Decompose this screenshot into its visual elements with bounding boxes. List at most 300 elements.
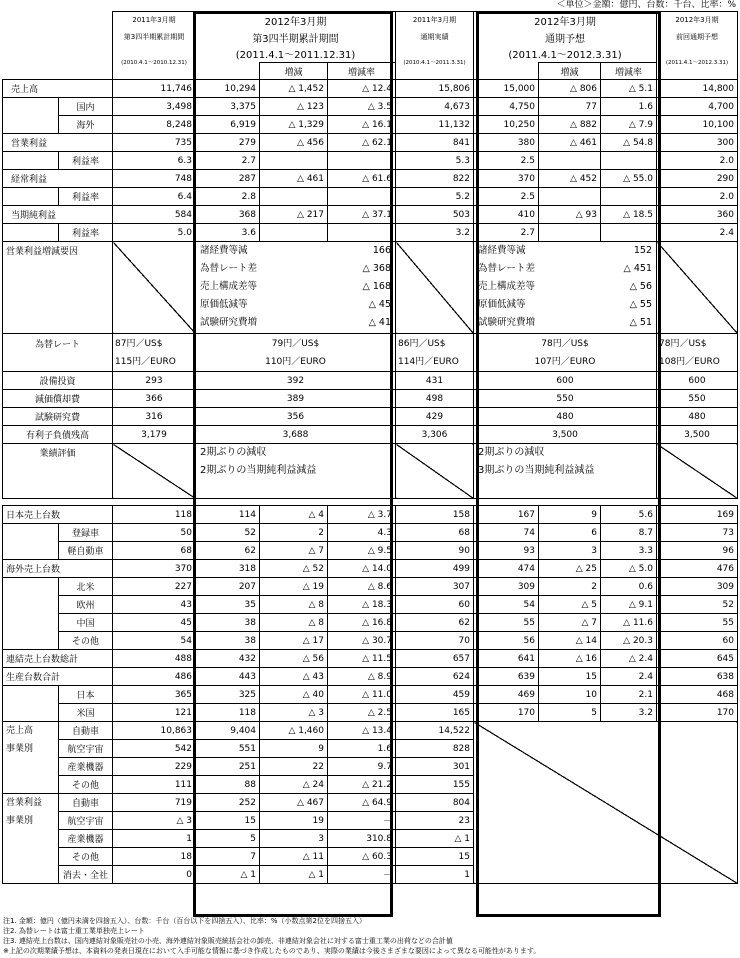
units-row xyxy=(3,506,738,524)
factor-value: △ 368 xyxy=(362,263,391,274)
header-fy-fcst-period: 2012年3月期 xyxy=(474,12,657,29)
value-cell: 1.6 xyxy=(601,98,657,116)
spacer-row xyxy=(3,499,738,506)
value-cell: 90 xyxy=(396,542,474,560)
value-cell: 287 xyxy=(196,170,260,188)
other-label: 減価償却費 xyxy=(3,390,113,408)
other-value: 293 xyxy=(113,372,196,390)
sublabel-cell: 日本 xyxy=(59,686,113,704)
label-indent xyxy=(3,704,59,722)
factor-name: 売上構成差等 xyxy=(478,281,536,292)
segment-op-label-2: 事業別 xyxy=(6,816,34,826)
value-cell: 310.8 xyxy=(328,830,396,848)
value-cell: 370 xyxy=(113,560,196,578)
other-value: 550 xyxy=(657,390,738,408)
header-fy-prevfcst-period: 2012年3月期 xyxy=(657,12,738,29)
value-cell: 6.3 xyxy=(113,152,196,170)
evaluation-prevfcst-slash xyxy=(657,444,738,499)
value-cell: 639 xyxy=(474,668,539,686)
value-cell: 3 xyxy=(260,830,328,848)
value-cell: △ 55.0 xyxy=(601,170,657,188)
fx-label: 為替レート xyxy=(3,334,113,372)
value-cell: 657 xyxy=(396,650,474,668)
factor-item xyxy=(196,314,395,332)
value-cell: 22 xyxy=(260,758,328,776)
value-cell: 2.8 xyxy=(196,188,260,206)
factor-item xyxy=(474,278,656,296)
other-value: 3,688 xyxy=(196,426,396,444)
sublabel-cell: 登録車 xyxy=(59,524,113,542)
value-cell: 468 xyxy=(657,686,738,704)
value-cell: 804 xyxy=(396,794,474,812)
value-cell: 73 xyxy=(657,524,738,542)
segment-sublabel: 自動車 xyxy=(59,722,113,740)
value-cell: 2.7 xyxy=(474,224,539,242)
sublabel-cell: 海外 xyxy=(59,116,113,134)
factor-name: 諸経費等減 xyxy=(200,245,248,256)
value-cell xyxy=(601,188,657,206)
value-cell: △ 467 xyxy=(260,794,328,812)
header-q3-curr-title: 第3四半期累計期間 xyxy=(196,29,396,46)
value-cell: 55 xyxy=(474,614,539,632)
value-cell: 2.0 xyxy=(657,152,738,170)
fx-cell-fy-fcst xyxy=(474,334,657,372)
value-cell: 380 xyxy=(474,134,539,152)
value-cell: 35 xyxy=(196,596,260,614)
value-cell: 229 xyxy=(113,758,196,776)
value-cell: 432 xyxy=(196,650,260,668)
value-cell: △ 9.5 xyxy=(328,542,396,560)
financial-row xyxy=(3,134,738,152)
units-label: 日本売上台数 xyxy=(3,506,113,524)
value-cell: △ 11 xyxy=(260,848,328,866)
factor-name: 為替レート差 xyxy=(200,263,258,274)
value-cell: △ 43 xyxy=(260,668,328,686)
other-value: 366 xyxy=(113,390,196,408)
fx-usd: 78円／US$ xyxy=(659,338,707,349)
value-cell: △ 1,329 xyxy=(260,116,328,134)
value-cell: 360 xyxy=(657,206,738,224)
value-cell: 118 xyxy=(196,704,260,722)
value-cell: 301 xyxy=(396,758,474,776)
financial-row xyxy=(3,80,738,98)
value-cell: △ 18.5 xyxy=(601,206,657,224)
production-label: 生産台数合計 xyxy=(3,668,113,686)
header-q3-prev-range: (2010.4.1～2010.12.31) xyxy=(113,46,196,80)
value-cell: 503 xyxy=(396,206,474,224)
segment-sales-label-1: 売上高 xyxy=(6,726,34,736)
other-value: 3,306 xyxy=(396,426,474,444)
value-cell: 748 xyxy=(113,170,196,188)
factor-value: 152 xyxy=(633,245,652,256)
value-cell: 488 xyxy=(113,650,196,668)
fx-euro: 107円／EURO xyxy=(534,356,596,367)
value-cell: △ 8 xyxy=(260,596,328,614)
header-q3-curr-period: 2012年3月期 xyxy=(196,12,396,29)
value-cell: 167 xyxy=(474,506,539,524)
production-row xyxy=(3,686,738,704)
financial-row xyxy=(3,152,738,170)
segment-op-label xyxy=(3,794,59,884)
other-row xyxy=(3,390,738,408)
value-cell: 0.6 xyxy=(601,578,657,596)
value-cell xyxy=(601,152,657,170)
value-cell: 7 xyxy=(196,848,260,866)
sublabel-cell: 中国 xyxy=(59,614,113,632)
value-cell: 54 xyxy=(113,632,196,650)
evaluation-q3-prev-slash xyxy=(113,444,196,499)
segment-sales-label xyxy=(3,722,59,794)
value-cell: △ 14.0 xyxy=(328,560,396,578)
value-cell: 1.6 xyxy=(328,740,396,758)
value-cell: △ 1 xyxy=(260,866,328,884)
fx-cell-fy-prevfcst xyxy=(657,334,738,372)
value-cell: 9 xyxy=(260,740,328,758)
value-cell: △ 3.7 xyxy=(328,506,396,524)
value-cell: 45 xyxy=(113,614,196,632)
factor-name: 試験研究費増 xyxy=(200,317,258,328)
value-cell: △ 11.5 xyxy=(328,650,396,668)
factor-value: △ 451 xyxy=(623,263,652,274)
spacer xyxy=(3,499,738,506)
segment-sublabel: 産業機器 xyxy=(59,758,113,776)
value-cell: 279 xyxy=(196,134,260,152)
value-cell xyxy=(260,224,328,242)
value-cell xyxy=(601,224,657,242)
header-q3-diff: 増減 xyxy=(260,63,328,80)
value-cell: △ 452 xyxy=(539,170,601,188)
financial-row xyxy=(3,98,738,116)
value-cell: 23 xyxy=(396,812,474,830)
value-cell: △ 7 xyxy=(539,614,601,632)
value-cell: 638 xyxy=(657,668,738,686)
value-cell: △ 9.1 xyxy=(601,596,657,614)
units-row xyxy=(3,614,738,632)
fx-usd: 87円／US$ xyxy=(115,338,163,349)
value-cell: △ 16.1 xyxy=(328,116,396,134)
value-cell xyxy=(539,224,601,242)
factor-name: 売上構成差等 xyxy=(200,281,258,292)
value-cell: △ 461 xyxy=(260,170,328,188)
header-fy-prev-range: (2010.4.1～2011.3.31) xyxy=(396,46,474,80)
fx-euro: 115円／EURO xyxy=(115,356,176,367)
value-cell: 1 xyxy=(396,866,474,884)
factor-name: 原価低減等 xyxy=(478,299,526,310)
value-cell: △ 24 xyxy=(260,776,328,794)
other-value: 3,500 xyxy=(657,426,738,444)
value-cell: △ 456 xyxy=(260,134,328,152)
factor-name: 為替レート差 xyxy=(478,263,536,274)
value-cell: △ 3 xyxy=(260,704,328,722)
value-cell: 14,800 xyxy=(657,80,738,98)
value-cell: △ 8 xyxy=(260,614,328,632)
value-cell: 2 xyxy=(539,578,601,596)
value-cell: 3,498 xyxy=(113,98,196,116)
header-fy-fcst-title: 通期予想 xyxy=(474,29,657,46)
value-cell: △ 93 xyxy=(539,206,601,224)
other-value: 550 xyxy=(474,390,657,408)
segment-sublabel: その他 xyxy=(59,848,113,866)
other-label: 設備投資 xyxy=(3,372,113,390)
value-cell: 169 xyxy=(657,506,738,524)
value-cell: △ 25 xyxy=(539,560,601,578)
value-cell xyxy=(539,152,601,170)
header-fy-prevfcst-range: (2011.4.1～2012.3.31) xyxy=(657,46,738,80)
value-cell: 207 xyxy=(196,578,260,596)
value-cell: △ 11.6 xyxy=(601,614,657,632)
other-value: 429 xyxy=(396,408,474,426)
value-cell: 227 xyxy=(113,578,196,596)
financial-label: 売上高 xyxy=(3,80,113,98)
factor-item xyxy=(196,278,395,296)
label-indent xyxy=(3,632,59,650)
fx-stack xyxy=(396,335,473,371)
value-cell: 469 xyxy=(474,686,539,704)
sublabel-cell: 米国 xyxy=(59,704,113,722)
value-cell: 74 xyxy=(474,524,539,542)
value-cell: 645 xyxy=(657,650,738,668)
factor-value: △ 41 xyxy=(368,317,391,328)
value-cell: 14,522 xyxy=(396,722,474,740)
other-row xyxy=(3,372,738,390)
value-cell: △ 3 xyxy=(113,812,196,830)
other-value: 316 xyxy=(113,408,196,426)
factor-item xyxy=(196,260,395,278)
value-cell: 290 xyxy=(657,170,738,188)
label-indent xyxy=(3,224,59,242)
value-cell: △ 20.3 xyxy=(601,632,657,650)
value-cell: △ 882 xyxy=(539,116,601,134)
value-cell: 735 xyxy=(113,134,196,152)
value-cell: 2.4 xyxy=(601,668,657,686)
value-cell: △ 123 xyxy=(260,98,328,116)
value-cell: 2.7 xyxy=(196,152,260,170)
value-cell: △ 16.8 xyxy=(328,614,396,632)
other-row xyxy=(3,408,738,426)
segment-sublabel: 産業機器 xyxy=(59,830,113,848)
value-cell: 365 xyxy=(113,686,196,704)
header-q3-curr-spacer xyxy=(196,63,260,80)
financial-row xyxy=(3,188,738,206)
value-cell: 2.1 xyxy=(601,686,657,704)
value-cell: △ 56 xyxy=(260,650,328,668)
value-cell xyxy=(328,188,396,206)
table-body xyxy=(3,12,738,884)
value-cell: 4,673 xyxy=(396,98,474,116)
factor-name: 諸経費等減 xyxy=(478,245,526,256)
value-cell: 15 xyxy=(396,848,474,866)
fx-usd: 78円／US$ xyxy=(541,338,589,349)
value-cell: 2.5 xyxy=(474,188,539,206)
value-cell: 15,000 xyxy=(474,80,539,98)
value-cell: 10 xyxy=(539,686,601,704)
value-cell: △ 5.1 xyxy=(601,80,657,98)
header-q3-prev-title: 第3四半期累計期間 xyxy=(113,29,196,46)
value-cell: △ 60.3 xyxy=(328,848,396,866)
value-cell: △ 4 xyxy=(260,506,328,524)
sublabel-cell: 欧州 xyxy=(59,596,113,614)
header-q3-rate: 増減率 xyxy=(328,63,396,80)
value-cell: 8.7 xyxy=(601,524,657,542)
factor-q3-prev-slash xyxy=(113,242,196,334)
value-cell: 307 xyxy=(396,578,474,596)
sublabel-cell: 利益率 xyxy=(59,152,113,170)
segment-sublabel: 航空宇宙 xyxy=(59,740,113,758)
header-fy-prev-title: 通期実績 xyxy=(396,29,474,46)
value-cell: 459 xyxy=(396,686,474,704)
other-value: 356 xyxy=(196,408,396,426)
value-cell: △ 1,452 xyxy=(260,80,328,98)
evaluation-item: 2期ぶりの減収 xyxy=(478,447,545,458)
fx-euro: 108円／EURO xyxy=(659,356,720,367)
value-cell: △ 2.4 xyxy=(601,650,657,668)
value-cell: 443 xyxy=(196,668,260,686)
header-fy-diff: 増減 xyxy=(539,63,601,80)
value-cell: 3.2 xyxy=(601,704,657,722)
units-row xyxy=(3,560,738,578)
production-row xyxy=(3,704,738,722)
value-cell: 822 xyxy=(396,170,474,188)
value-cell: 121 xyxy=(113,704,196,722)
value-cell: △ 16 xyxy=(539,650,601,668)
factor-item xyxy=(196,242,395,260)
value-cell: 15 xyxy=(196,812,260,830)
value-cell: △ 17 xyxy=(260,632,328,650)
production-row xyxy=(3,668,738,686)
value-cell: 114 xyxy=(196,506,260,524)
evaluation-item: 2期ぶりの減収 xyxy=(200,447,267,458)
value-cell: 165 xyxy=(396,704,474,722)
other-label: 試験研究費 xyxy=(3,408,113,426)
header-fy-rate: 増減率 xyxy=(601,63,657,80)
value-cell xyxy=(328,224,396,242)
financial-row xyxy=(3,224,738,242)
factor-value: △ 45 xyxy=(368,299,391,310)
fx-cell-q3-prev xyxy=(113,334,196,372)
segment-sales-row xyxy=(3,722,738,740)
value-cell: △ 217 xyxy=(260,206,328,224)
other-row xyxy=(3,426,738,444)
fx-usd: 86円／US$ xyxy=(398,338,446,349)
value-cell: 70 xyxy=(396,632,474,650)
value-cell: 19 xyxy=(260,812,328,830)
header-fy-fcst-range: (2011.4.1～2012.3.31) xyxy=(474,46,657,63)
evaluation-list xyxy=(196,444,395,480)
value-cell: 6 xyxy=(539,524,601,542)
value-cell: 15 xyxy=(539,668,601,686)
units-row xyxy=(3,650,738,668)
segment-sales-label-2: 事業別 xyxy=(6,744,34,754)
evaluation-row xyxy=(3,444,738,499)
value-cell xyxy=(260,188,328,206)
value-cell: 52 xyxy=(657,596,738,614)
value-cell: △ 806 xyxy=(539,80,601,98)
value-cell: 9,404 xyxy=(196,722,260,740)
financial-row xyxy=(3,116,738,134)
value-cell: △ 21.2 xyxy=(328,776,396,794)
value-cell: 55 xyxy=(657,614,738,632)
value-cell: △ 7.9 xyxy=(601,116,657,134)
header-row-3 xyxy=(3,46,738,63)
value-cell: 38 xyxy=(196,632,260,650)
units-label: 連結売上台数総計 xyxy=(3,650,113,668)
fx-stack xyxy=(113,335,195,371)
value-cell: 624 xyxy=(396,668,474,686)
value-cell: 5.6 xyxy=(601,506,657,524)
other-value: 480 xyxy=(657,408,738,426)
value-cell: 18 xyxy=(113,848,196,866)
value-cell: △ 64.9 xyxy=(328,794,396,812)
label-indent xyxy=(3,116,59,134)
value-cell: 77 xyxy=(539,98,601,116)
other-value: 480 xyxy=(474,408,657,426)
value-cell: 118 xyxy=(113,506,196,524)
value-cell: △ 30.7 xyxy=(328,632,396,650)
value-cell: 170 xyxy=(657,704,738,722)
note-4: ※上記の次期業績予想は、本資料の発表日現在において入手可能な情報に基づき作成したものであり、実際の業績は今後さまざまな要因によって異なる可能性があります。 xyxy=(3,947,541,955)
value-cell: 158 xyxy=(396,506,474,524)
value-cell: △ 5 xyxy=(539,596,601,614)
financial-row xyxy=(3,170,738,188)
value-cell: 3,375 xyxy=(196,98,260,116)
header-fy-fcst-spacer xyxy=(474,63,539,80)
value-cell: 3 xyxy=(539,542,601,560)
factor-name: 試験研究費増 xyxy=(478,317,536,328)
factor-fy-list xyxy=(474,242,657,334)
value-cell: 88 xyxy=(196,776,260,794)
units-row xyxy=(3,632,738,650)
other-value: 3,179 xyxy=(113,426,196,444)
evaluation-fy xyxy=(474,444,657,499)
value-cell: 56 xyxy=(474,632,539,650)
factor-value: △ 51 xyxy=(629,317,652,328)
sublabel-cell: その他 xyxy=(59,632,113,650)
label-indent xyxy=(3,686,59,704)
value-cell: 841 xyxy=(396,134,474,152)
fx-cell-q3-curr xyxy=(196,334,396,372)
value-cell: 300 xyxy=(657,134,738,152)
value-cell: 2.5 xyxy=(474,152,539,170)
evaluation-item: 3期ぶりの当期純利益減益 xyxy=(478,465,595,476)
value-cell: △ 3.5 xyxy=(328,98,396,116)
units-row xyxy=(3,542,738,560)
value-cell: 542 xyxy=(113,740,196,758)
other-label: 有利子負債残高 xyxy=(3,426,113,444)
units-row xyxy=(3,578,738,596)
value-cell: 828 xyxy=(396,740,474,758)
value-cell: △ 8.6 xyxy=(328,578,396,596)
segment-sublabel: その他 xyxy=(59,776,113,794)
value-cell: △ 19 xyxy=(260,578,328,596)
value-cell: 551 xyxy=(196,740,260,758)
value-cell: △ 54.8 xyxy=(601,134,657,152)
evaluation-item: 2期ぶりの当期純利益減益 xyxy=(200,465,317,476)
evaluation-q3 xyxy=(196,444,396,499)
other-value: 600 xyxy=(657,372,738,390)
value-cell: 96 xyxy=(657,542,738,560)
value-cell: 2 xyxy=(260,524,328,542)
other-value: 600 xyxy=(474,372,657,390)
label-indent xyxy=(3,188,59,206)
financial-label: 経常利益 xyxy=(3,170,113,188)
value-cell: 4,700 xyxy=(657,98,738,116)
value-cell xyxy=(539,188,601,206)
label-indent xyxy=(3,578,59,596)
header-row-2 xyxy=(3,29,738,46)
value-cell: 15,806 xyxy=(396,80,474,98)
value-cell: 5 xyxy=(539,704,601,722)
sublabel-cell: 軽自動車 xyxy=(59,542,113,560)
